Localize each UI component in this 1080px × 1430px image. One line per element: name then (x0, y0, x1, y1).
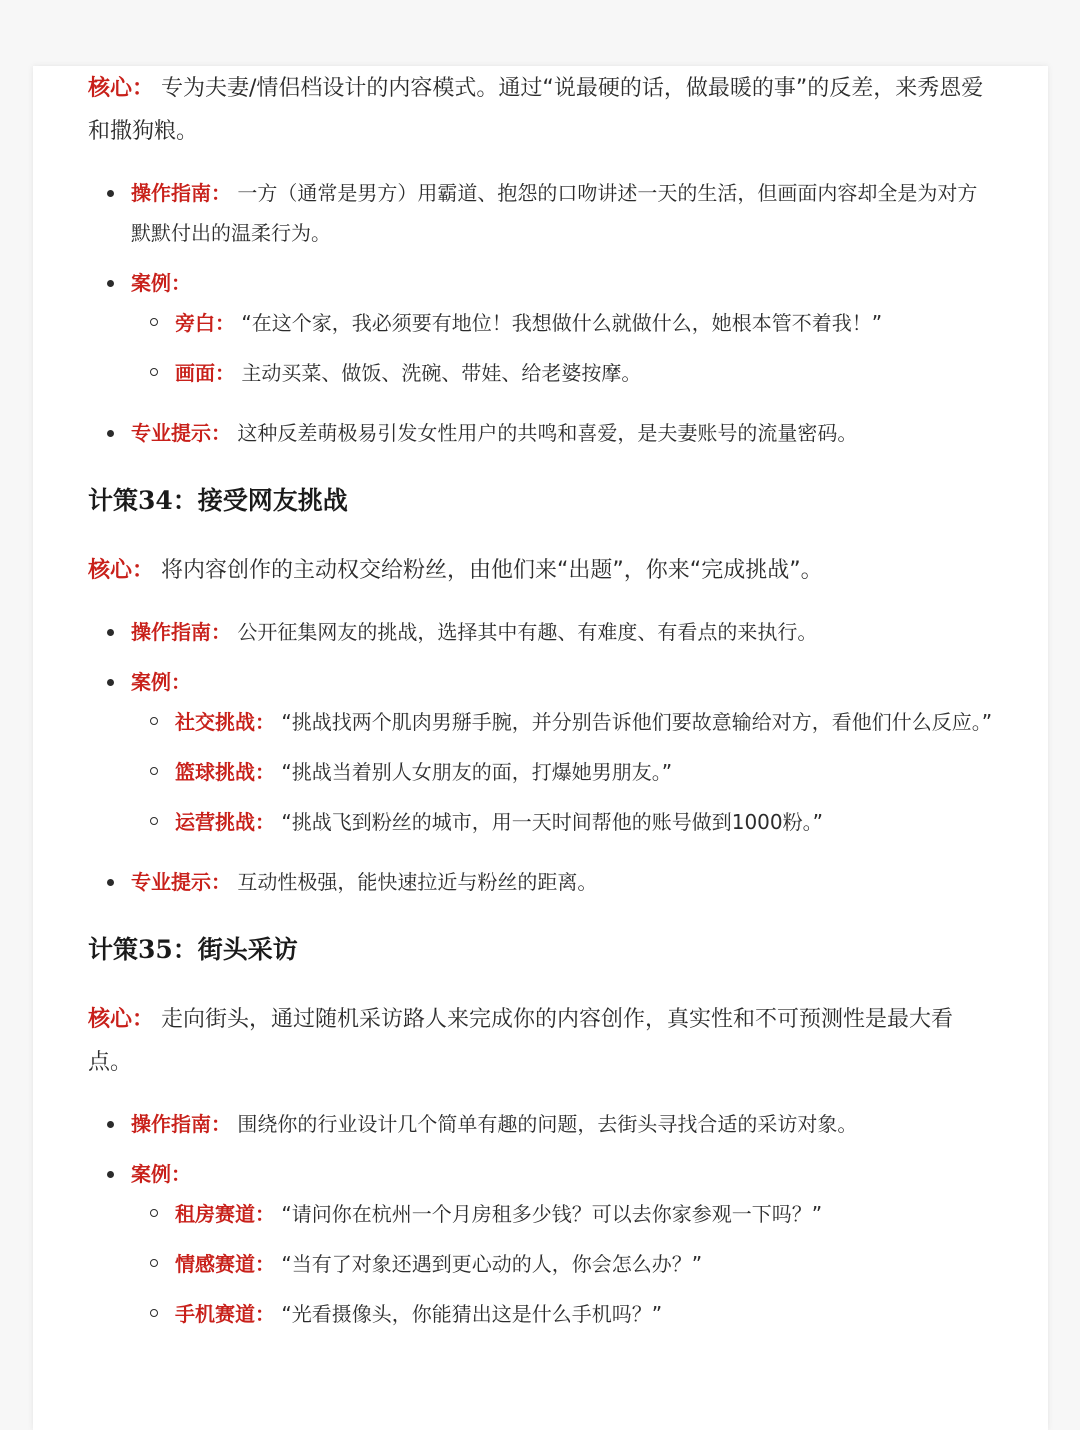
case-sub-label: 社交挑战： (175, 710, 275, 734)
guide-text: 围绕你的行业设计几个简单有趣的问题，去街头寻找合适的采访对象。 (237, 1112, 858, 1136)
case-sub-label: 画面： (175, 361, 235, 385)
guide-label: 操作指南： (131, 620, 231, 644)
case-sub-label: 租房赛道： (175, 1202, 275, 1226)
case-subitem (131, 1244, 993, 1284)
case-sub-label: 手机赛道： (175, 1302, 275, 1326)
case-sub-label: 旁白： (175, 311, 235, 335)
case-sub-text: “在这个家，我必须要有地位！我想做什么就做什么，她根本管不着我！” (241, 311, 883, 335)
case-sub-text: “当有了对象还遇到更心动的人，你会怎么办？” (281, 1252, 703, 1276)
case-label: 案例： (131, 1162, 191, 1186)
guide-item (88, 173, 993, 253)
case-sub-text: “挑战飞到粉丝的城市，用一天时间帮他的账号做到1000粉。” (281, 810, 823, 834)
tip-text: 这种反差萌极易引发女性用户的共鸣和喜爱，是夫妻账号的流量密码。 (237, 421, 858, 445)
core-label: 核心： (88, 76, 155, 101)
case-subitem (131, 802, 993, 842)
core-paragraph (88, 549, 993, 592)
guide-label: 操作指南： (131, 1112, 231, 1136)
case-sub-text: 主动买菜、做饭、洗碗、带娃、给老婆按摩。 (241, 361, 642, 385)
article-page (33, 66, 1048, 1430)
section-heading: 计策35：街头采访 (88, 935, 298, 964)
core-text: 将内容创作的主动权交给粉丝，由他们来“出题”，你来“完成挑战”。 (161, 558, 823, 583)
case-label: 案例： (131, 670, 191, 694)
tip-label: 专业提示： (131, 421, 231, 445)
case-item (88, 662, 993, 842)
case-subitem (131, 1194, 993, 1234)
core-label: 核心： (88, 558, 155, 583)
guide-text: 一方（通常是男方）用霸道、抱怨的口吻讲述一天的生活，但画面内容却全是为对方默默付出的温柔行为。 (131, 181, 978, 245)
case-label: 案例： (131, 271, 191, 295)
case-sub-text: “请问你在杭州一个月房租多少钱？可以去你家参观一下吗？” (281, 1202, 823, 1226)
case-sub-label: 运营挑战： (175, 810, 275, 834)
article-content (88, 66, 993, 1334)
tip-label: 专业提示： (131, 870, 231, 894)
case-sub-text: “挑战当着别人女朋友的面，打爆她男朋友。” (281, 760, 673, 784)
core-paragraph (88, 67, 993, 153)
case-item (88, 263, 993, 393)
case-sublist (131, 702, 993, 842)
case-sublist (131, 303, 993, 393)
guide-item (88, 1104, 993, 1144)
bullet-list (88, 612, 993, 902)
tip-text: 互动性极强，能快速拉近与粉丝的距离。 (237, 870, 598, 894)
case-subitem (131, 353, 993, 393)
case-subitem (131, 752, 993, 792)
case-sub-text: “光看摄像头，你能猜出这是什么手机吗？” (281, 1302, 663, 1326)
case-item (88, 1154, 993, 1334)
bullet-list (88, 1104, 993, 1334)
core-text: 走向街头，通过随机采访路人来完成你的内容创作，真实性和不可预测性是最大看点。 (88, 1007, 954, 1075)
case-subitem (131, 303, 993, 343)
tip-item (88, 413, 993, 453)
case-sublist (131, 1194, 993, 1334)
guide-item (88, 612, 993, 652)
core-text: 专为夫妻/情侣档设计的内容模式。通过“说最硬的话，做最暖的事”的反差，来秀恩爱和撒狗粮。 (88, 76, 984, 144)
case-sub-label: 情感赛道： (175, 1252, 275, 1276)
case-subitem (131, 1294, 993, 1334)
bullet-list (88, 173, 993, 453)
case-sub-label: 篮球挑战： (175, 760, 275, 784)
core-label: 核心： (88, 1007, 155, 1032)
case-subitem (131, 702, 993, 742)
case-sub-text: “挑战找两个肌肉男掰手腕，并分别告诉他们要故意输给对方，看他们什么反应。” (281, 710, 993, 734)
guide-label: 操作指南： (131, 181, 231, 205)
core-paragraph (88, 998, 993, 1084)
guide-text: 公开征集网友的挑战，选择其中有趣、有难度、有看点的来执行。 (237, 620, 818, 644)
section-heading: 计策34：接受网友挑战 (88, 486, 348, 515)
tip-item (88, 862, 993, 902)
